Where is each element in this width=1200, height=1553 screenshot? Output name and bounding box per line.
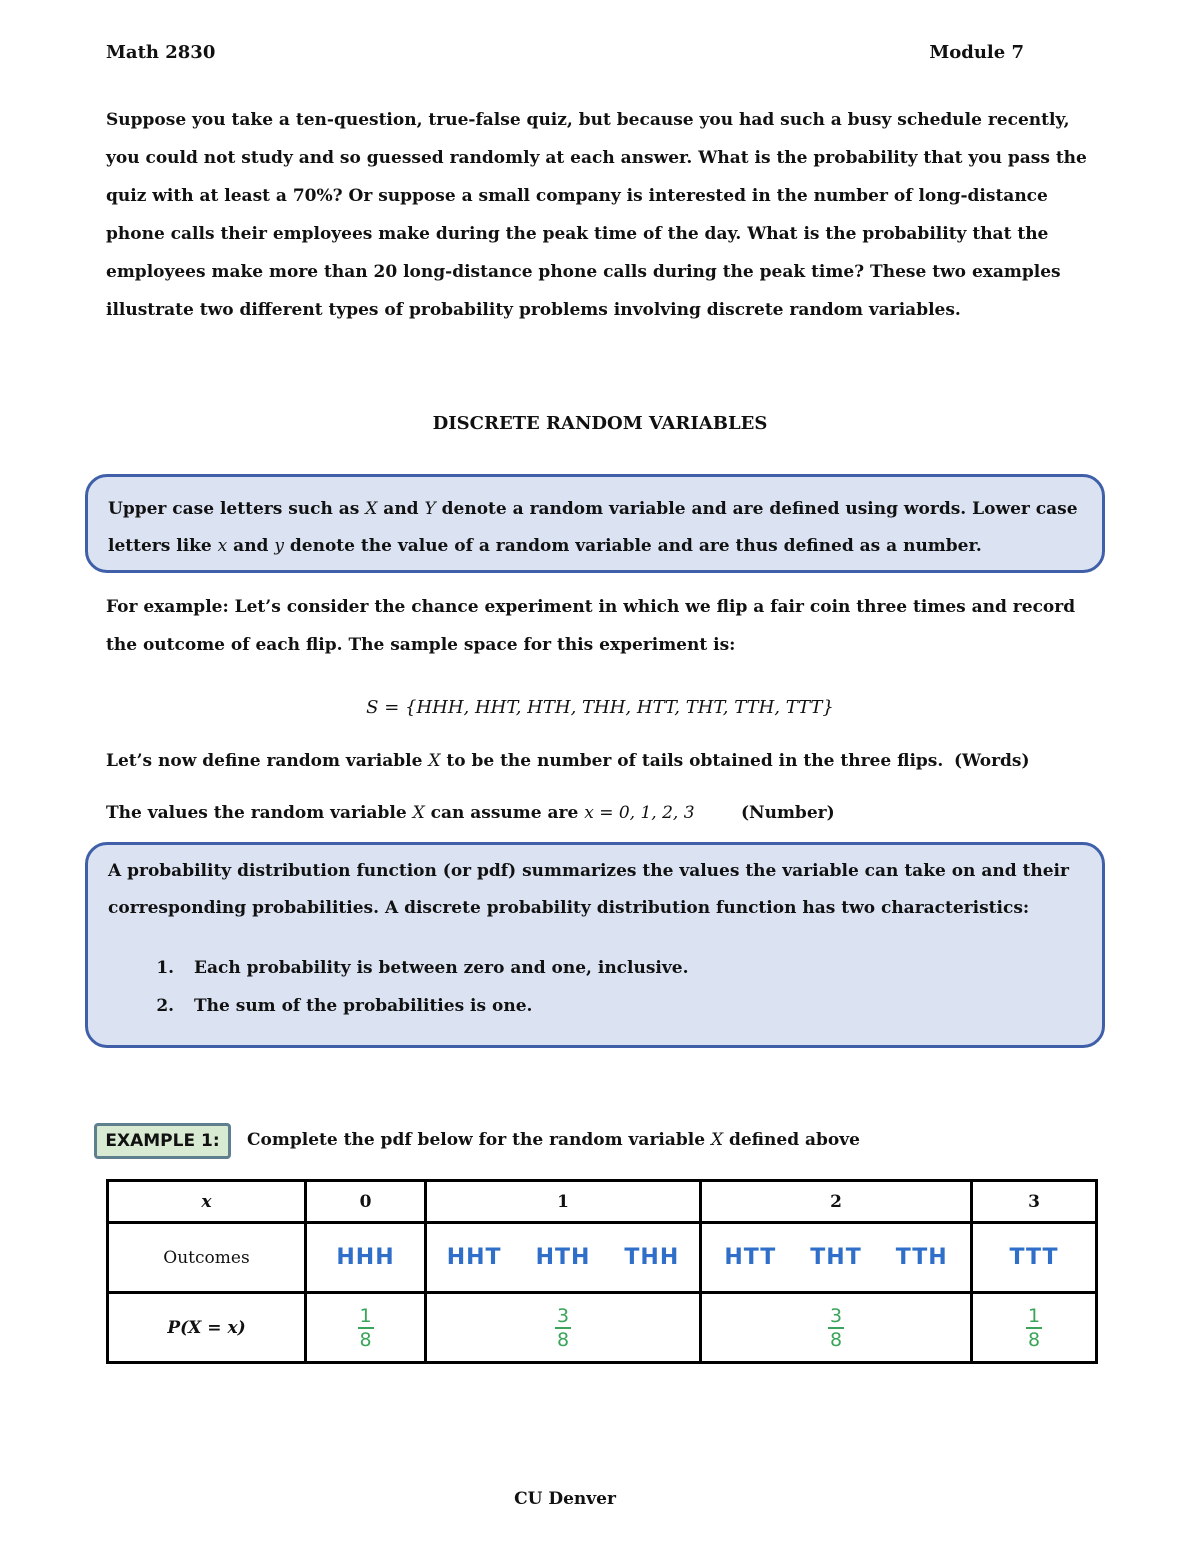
number-tag: (Number): [741, 803, 835, 823]
x-value-cell: 0: [306, 1181, 426, 1223]
outcomes-cell: [426, 1223, 701, 1293]
prob-cell: [972, 1293, 1097, 1363]
x-value-cell: 2: [701, 1181, 972, 1223]
define-line: [106, 751, 943, 771]
words-tag: (Words): [954, 751, 1030, 771]
fraction-denominator: 8: [556, 1328, 570, 1351]
prob-label-cell: P(X = x): [108, 1293, 306, 1363]
probability-fraction: [828, 1306, 844, 1350]
fraction-numerator: 1: [359, 1304, 372, 1327]
footer: CU Denver: [514, 1489, 616, 1509]
pdf-text: A probability distribution function (or pdf) summarizes the values the variable can take on and their corresponding probabilities. A discrete probability distribution function has two characteristics:: [108, 861, 1069, 918]
define-var: X: [428, 751, 441, 771]
values-line: [106, 803, 695, 823]
pdf-box: [85, 842, 1105, 1048]
table-row: [108, 1293, 1097, 1363]
example-paragraph: For example: Let’s consider the chance experiment in which we flip a fair coin three times and record the outcome of each flip. The sample space for this experiment is:: [106, 597, 1076, 655]
define-text-2: to be the number of tails obtained in the three flips.: [440, 751, 944, 771]
fraction-numerator: 1: [1027, 1304, 1041, 1327]
table-row: [108, 1223, 1097, 1293]
section-title: DISCRETE RANDOM VARIABLES: [432, 413, 768, 434]
fraction-numerator: 3: [829, 1304, 843, 1327]
var-Y: Y: [424, 499, 436, 519]
list-item: 1. Each probability is between zero and one, inclusive.: [180, 949, 1082, 987]
outcome: THH: [624, 1245, 680, 1270]
list-item: 2. The sum of the probabilities is one.: [180, 987, 1082, 1025]
def-text-2: and: [377, 499, 425, 519]
intro-paragraph: Suppose you take a ten-question, true-false quiz, but because you had such a busy schedule recently, you could not study and so guessed randomly at each answer. What is the probability that you pass the quiz with at least a 70%? Or suppose a small company is interested in the number of long-distance phone calls their employees make during the peak time of the day. What is the probability that the employees make more than 20 long-distance phone calls during the peak time? These two examples illustrate two different types of probability problems involving discrete random variables.: [106, 110, 1087, 320]
values-text-1: The values the random variable: [106, 803, 413, 823]
outcome: THT: [810, 1245, 862, 1270]
var-X: X: [365, 499, 378, 519]
outcome: HTT: [724, 1245, 777, 1270]
outcome: HTH: [535, 1245, 591, 1270]
instruction-var: X: [710, 1130, 724, 1150]
definition-box: [85, 474, 1105, 573]
instruction-text-2: defined above: [723, 1130, 860, 1150]
outcomes-label-cell: Outcomes: [108, 1223, 306, 1293]
outcomes-cell: [701, 1223, 972, 1293]
header-x-cell: x: [108, 1181, 306, 1223]
x-value-cell: 1: [426, 1181, 701, 1223]
definition-text: [108, 491, 1082, 565]
prob-cell: [306, 1293, 426, 1363]
probability-fraction: [555, 1306, 571, 1350]
course-label: Math 2830: [106, 42, 216, 63]
values-text-2: can assume are: [424, 803, 585, 823]
fraction-denominator: 8: [359, 1328, 372, 1351]
module-label: Module 7: [929, 42, 1024, 63]
def-text-4: and: [227, 536, 275, 556]
outcomes-cell: [306, 1223, 426, 1293]
def-text-5: denote the value of a random variable and are thus defined as a number.: [283, 536, 982, 556]
def-text-1: Upper case letters such as: [108, 499, 366, 519]
pdf-table: [106, 1179, 1098, 1364]
outcome: HHT: [446, 1245, 502, 1270]
outcome: HHH: [336, 1245, 395, 1270]
fraction-denominator: 8: [1027, 1328, 1041, 1351]
outcome: TTT: [1009, 1245, 1059, 1270]
values-var: X: [412, 803, 425, 823]
outcome: TTH: [895, 1245, 948, 1270]
x-value-cell: 3: [972, 1181, 1097, 1223]
pdf-characteristics-list: [108, 949, 1082, 1025]
var-x: x: [217, 536, 228, 556]
prob-cell: [701, 1293, 972, 1363]
values-math: x = 0, 1, 2, 3: [584, 803, 695, 823]
def-text-3: denote a random variable and are defined using words. Lower case letters like: [108, 499, 1078, 556]
define-text-1: Let’s now define random variable: [106, 751, 429, 771]
prob-cell: [426, 1293, 701, 1363]
table-row: [108, 1181, 1097, 1223]
probability-fraction: [358, 1306, 374, 1350]
probability-fraction: [1026, 1306, 1042, 1350]
fraction-numerator: 3: [556, 1304, 570, 1327]
sample-space: S = {HHH, HHT, HTH, THH, HTT, THT, TTH, TTT}: [366, 697, 834, 718]
var-y: y: [274, 536, 284, 556]
instruction-text-1: Complete the pdf below for the random variable: [247, 1130, 711, 1150]
example-label: EXAMPLE 1:: [94, 1123, 231, 1159]
outcomes-cell: [972, 1223, 1097, 1293]
fraction-denominator: 8: [829, 1328, 843, 1351]
example-instruction: [247, 1130, 860, 1150]
